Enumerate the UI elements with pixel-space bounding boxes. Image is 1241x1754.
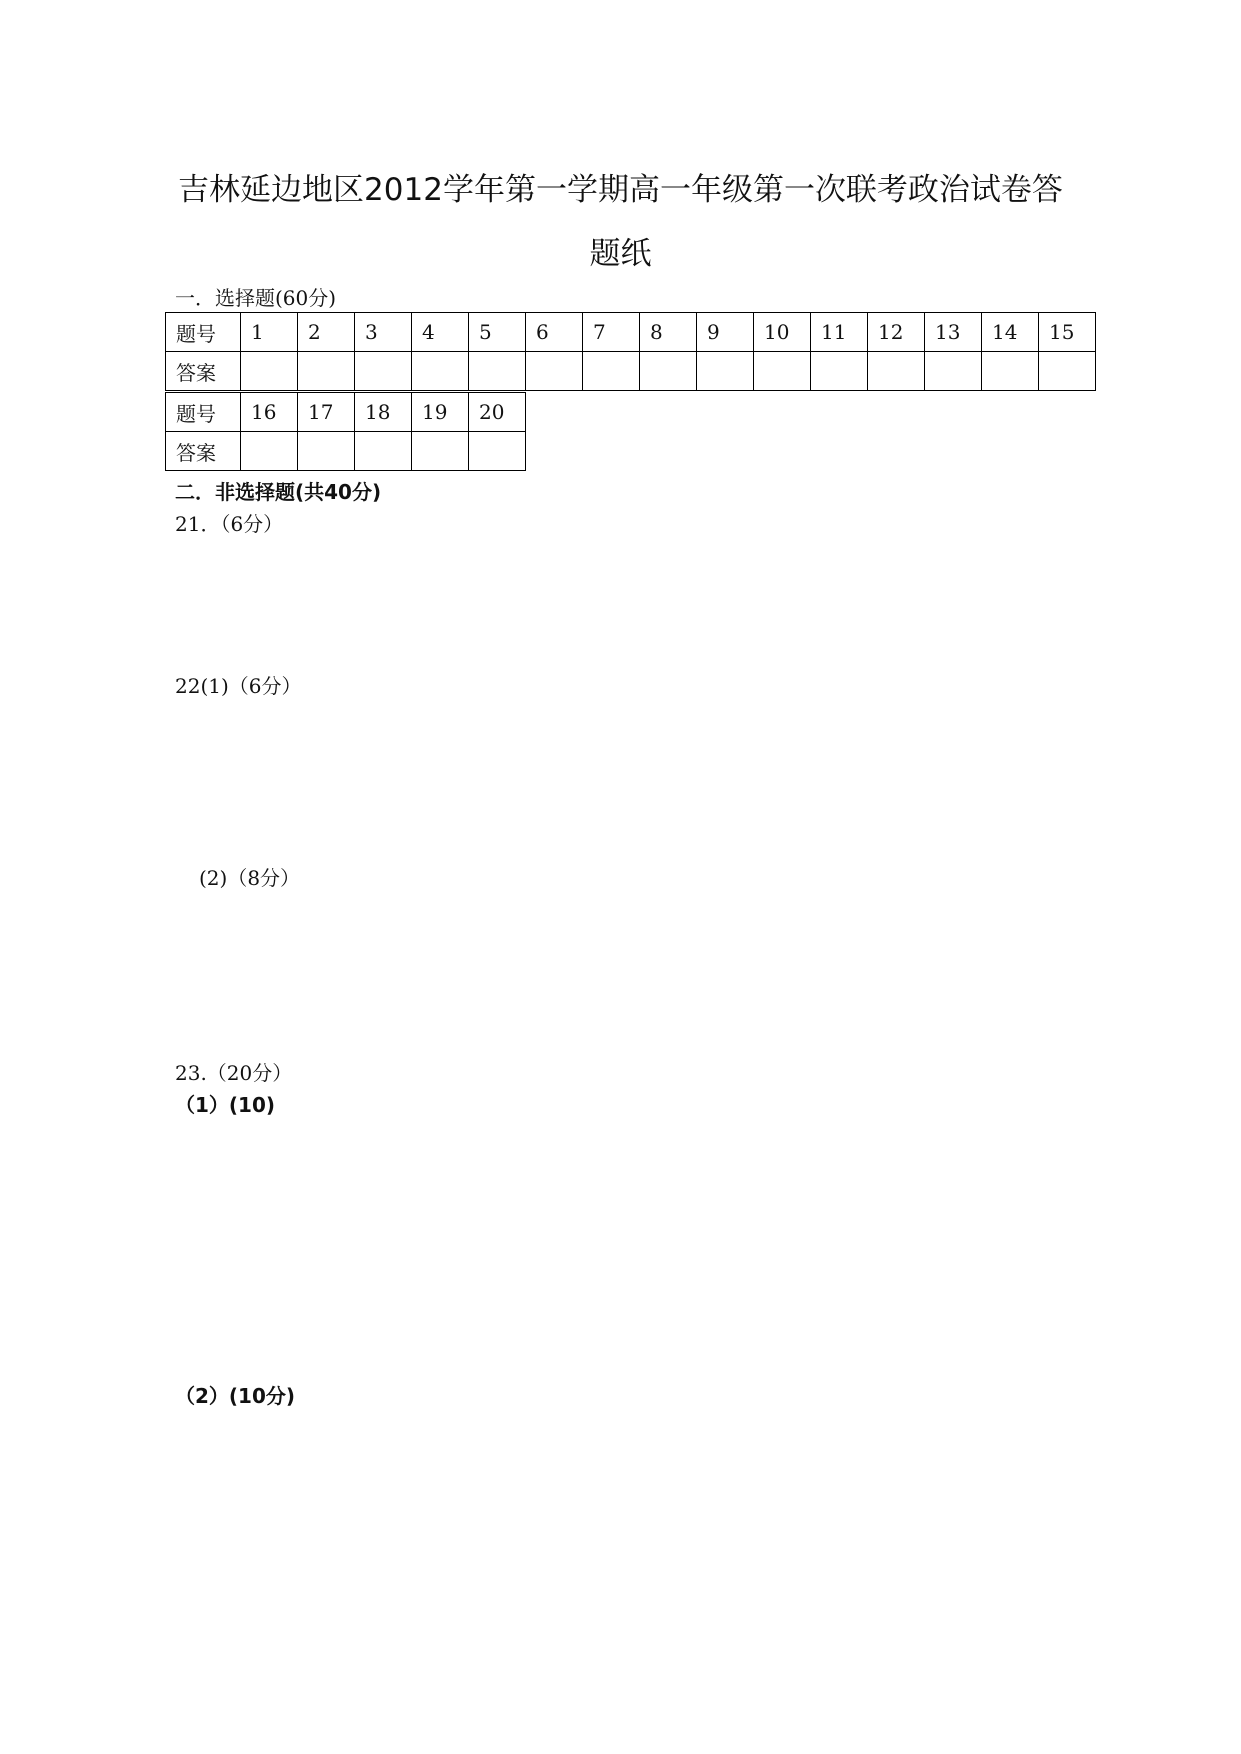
question-number: 18: [355, 393, 412, 432]
question-number: 10: [754, 313, 811, 352]
row-header-question: 题号: [166, 313, 241, 352]
row-header-answer: 答案: [166, 432, 241, 471]
answer-cell[interactable]: [241, 432, 298, 471]
question-number: 15: [1039, 313, 1096, 352]
question-number: 17: [298, 393, 355, 432]
document-title-line2: 题纸: [589, 236, 652, 272]
question-number-row: [166, 393, 526, 432]
answer-row: [166, 352, 1096, 391]
answer-cell[interactable]: [526, 352, 583, 391]
answer-cell[interactable]: [298, 432, 355, 471]
question-number: 3: [355, 313, 412, 352]
answer-cell[interactable]: [583, 352, 640, 391]
question-22-2-label: (2)（8分）: [199, 866, 301, 890]
answer-grid-1: [165, 312, 1096, 391]
question-number: 13: [925, 313, 982, 352]
question-number: 11: [811, 313, 868, 352]
question-23-label: 23.（20分）: [175, 1061, 293, 1085]
question-23-1-label: （1）(10): [175, 1093, 276, 1117]
answer-cell[interactable]: [355, 432, 412, 471]
question-number: 5: [469, 313, 526, 352]
answer-cell[interactable]: [241, 352, 298, 391]
answer-cell[interactable]: [982, 352, 1039, 391]
answer-cell[interactable]: [697, 352, 754, 391]
answer-cell[interactable]: [868, 352, 925, 391]
question-number: 14: [982, 313, 1039, 352]
question-number-row: [166, 313, 1096, 352]
question-23-2-label: （2）(10分): [175, 1384, 296, 1408]
question-number: 20: [469, 393, 526, 432]
question-number: 16: [241, 393, 298, 432]
question-21-label: 21．（6分）: [175, 512, 284, 536]
document-title-line1: 吉林延边地区2012学年第一学期高一年级第一次联考政治试卷答: [178, 172, 1063, 208]
row-header-answer: 答案: [166, 352, 241, 391]
question-22-1-label: 22(1)（6分）: [175, 674, 302, 698]
question-number: 9: [697, 313, 754, 352]
question-number: 8: [640, 313, 697, 352]
answer-cell[interactable]: [754, 352, 811, 391]
answer-cell[interactable]: [469, 432, 526, 471]
section1-heading: 一．选择题(60分): [175, 286, 337, 310]
question-number: 12: [868, 313, 925, 352]
answer-cell[interactable]: [811, 352, 868, 391]
answer-cell[interactable]: [355, 352, 412, 391]
answer-row: [166, 432, 526, 471]
answer-cell[interactable]: [298, 352, 355, 391]
answer-cell[interactable]: [412, 352, 469, 391]
answer-cell[interactable]: [640, 352, 697, 391]
question-number: 7: [583, 313, 640, 352]
question-number: 19: [412, 393, 469, 432]
answer-cell[interactable]: [925, 352, 982, 391]
answer-cell[interactable]: [1039, 352, 1096, 391]
answer-cell[interactable]: [469, 352, 526, 391]
question-number: 4: [412, 313, 469, 352]
answer-cell[interactable]: [412, 432, 469, 471]
answer-grid-2: [165, 392, 526, 471]
row-header-question: 题号: [166, 393, 241, 432]
question-number: 2: [298, 313, 355, 352]
question-number: 1: [241, 313, 298, 352]
question-number: 6: [526, 313, 583, 352]
section2-heading: 二．非选择题(共40分): [175, 480, 382, 504]
